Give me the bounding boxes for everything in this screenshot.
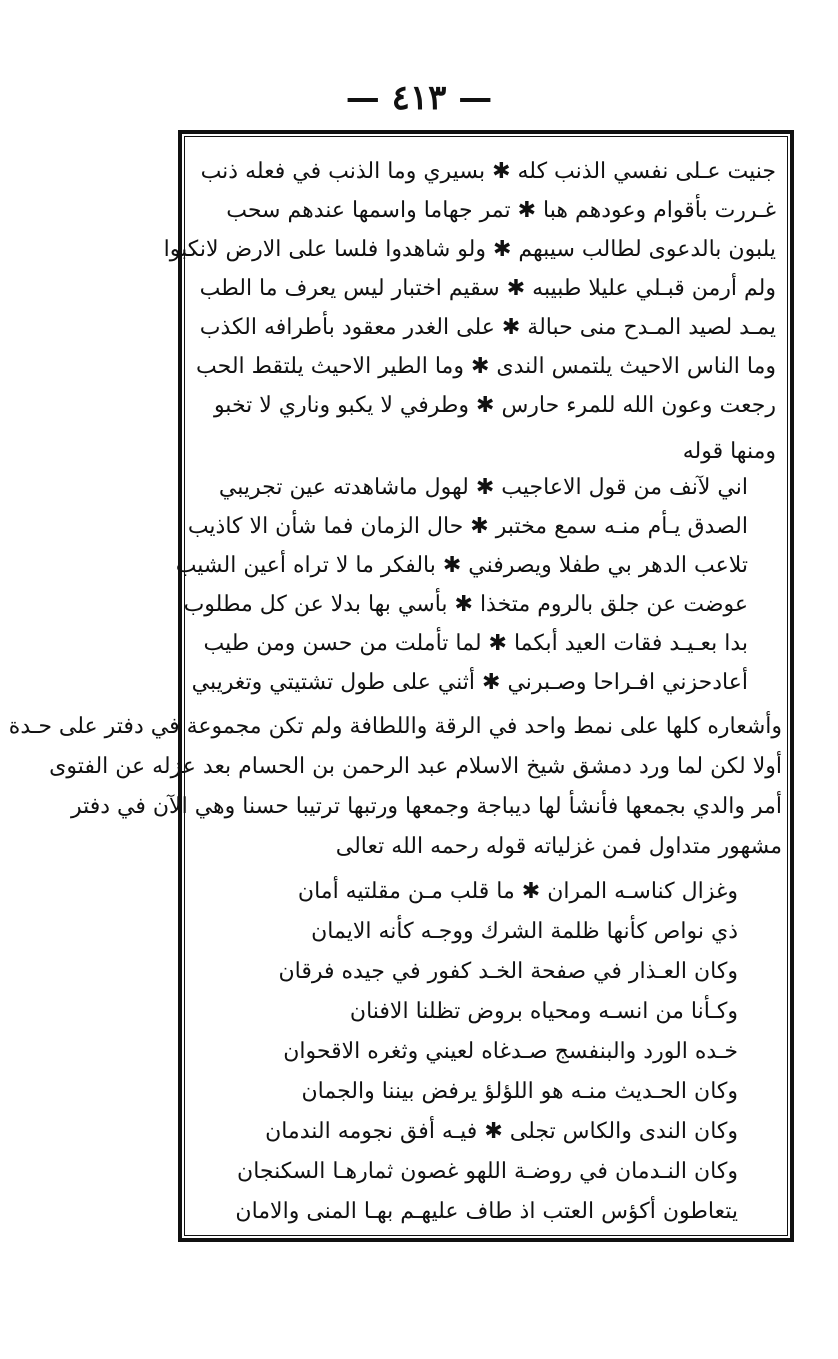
- verse-line-19: وغزال كناسـه المران ✱ ما قلب مـن مقلتيه أمان: [297, 879, 738, 904]
- verse-line-20: ذي نواص كأنها ظلمة الشرك ووجـه كأنه الايمان: [311, 919, 738, 944]
- prose-line-1: وأشعاره كلها على نمط واحد في الرقة واللطافة ولم تكن مجموعة في دفتر على حـدة: [8, 714, 782, 739]
- verse-line-10: الصدق يـأم منـه سمع مختبر ✱ حال الزمان فما شأن الا كاذيب: [187, 514, 748, 539]
- heading-line: ومنها قوله: [682, 439, 776, 464]
- verse-line-26: وكان النـدمان في روضـة اللهو غصون ثمارهـا السكنجان: [237, 1159, 738, 1184]
- verse-line-22: وكـأنا من انسـه ومحياه بروض تظلنا الافنان: [349, 999, 738, 1024]
- verse-line-24: وكان الحـديث منـه هو اللؤلؤ يرفض بيننا والجمان: [301, 1079, 738, 1104]
- verse-line-9: اني لآنف من قول الاعاجيب ✱ لهول ماشاهدته عين تجريبي: [218, 475, 748, 500]
- verse-line-13: بدا بعـيـد فقات العيد أبكما ✱ لما تأملت من حسن ومن طيب: [203, 631, 748, 656]
- page-number: — ٤١٣ —: [345, 78, 493, 118]
- verse-line-23: خـده الورد والبنفسج صـدغاه لعيني وثغره الاقحوان: [283, 1039, 738, 1064]
- verse-line-11: تلاعب الدهر بي طفلا ويصرفني ✱ بالفكر ما لا تراه أعين الشيب: [175, 553, 748, 578]
- verse-line-14: أعادحزني افـراحا وصـبرني ✱ أثني على طول تشتيتي وتغريبي: [191, 670, 748, 695]
- verse-line-6: وما الناس الاحيث يلتمس الندى ✱ وما الطير الاحيث يلتقط الحب: [196, 354, 776, 379]
- verse-line-4: ولم أرمن قبـلي عليلا طبيبه ✱ سقيم اختبار ليس يعرف ما الطب: [199, 276, 776, 301]
- prose-line-4: مشهور متداول فمن غزلياته قوله رحمه الله تعالى: [335, 834, 782, 859]
- verse-line-7: رجعت وعون الله للمرء حارس ✱ وطرفي لا يكبو وناري لا تخبو: [213, 393, 776, 418]
- prose-line-2: أولا لكن لما ورد دمشق شيخ الاسلام عبد الرحمن بن الحسام بعد عزله عن الفتوى: [49, 754, 782, 779]
- verse-line-27: يتعاطون أكؤس العتب اذ طاف عليهـم بهـا المنى والامان: [235, 1199, 738, 1224]
- verse-line-12: عوضت عن جلق بالروم متخذا ✱ بأسي بها بدلا عن كل مطلوب: [183, 592, 748, 617]
- verse-line-5: يمـد لصيد المـدح منى حبالة ✱ على الغدر معقود بأطرافه الكذب: [199, 315, 776, 340]
- verse-line-3: يلبون بالدعوى لطالب سيبهم ✱ ولو شاهدوا فلسا على الارض لانكبوا: [163, 237, 776, 262]
- verse-line-1: جنيت عـلى نفسي الذنب كله ✱ بسيري وما الذنب في فعله ذنب: [200, 159, 776, 184]
- verse-line-2: غـررت بأقوام وعودهم هبا ✱ تمر جهاما واسمها عندهم سحب: [226, 198, 776, 223]
- prose-line-3: أمر والدي بجمعها فأنشأ لها ديباجة وجمعها ورتبها ترتيبا حسنا وهي الآن في دفتر: [70, 794, 782, 819]
- verse-line-21: وكان العـذار في صفحة الخـد كفور في جيده فرقان: [278, 959, 738, 984]
- verse-line-25: وكان الندى والكاس تجلى ✱ فيـه أفق نجومه الندمان: [265, 1119, 738, 1144]
